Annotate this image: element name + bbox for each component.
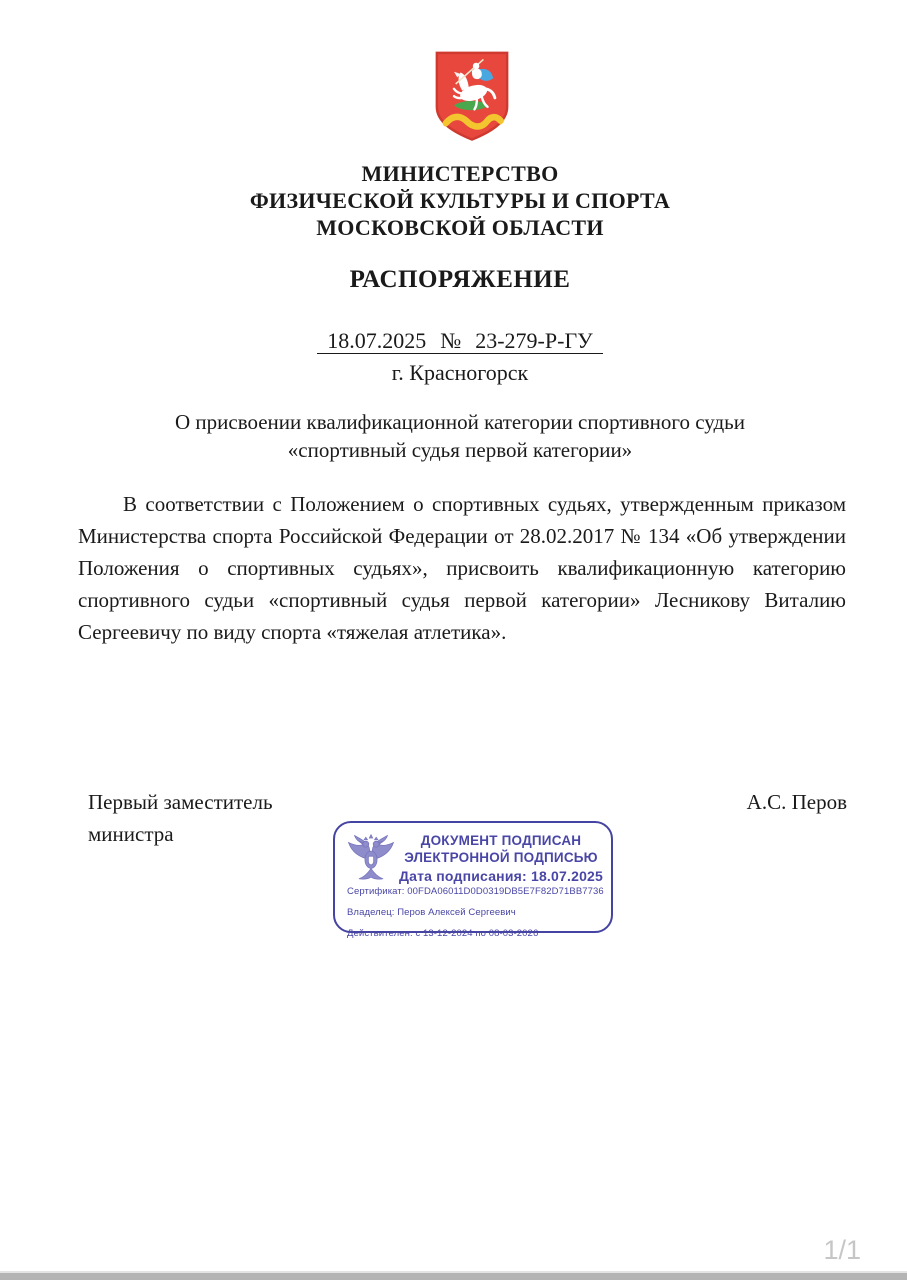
moscow-oblast-coat-of-arms-icon [428, 48, 516, 142]
stamp-title-line-1: ДОКУМЕНТ ПОДПИСАН [420, 833, 582, 848]
stamp-header [397, 832, 605, 885]
stamp-owner: Владелец: Перов Алексей Сергеевич [347, 907, 516, 918]
document-body-paragraph: В соответствии с Положением о спортивных судьях, утвержденным приказом Министерства спорта Российской Федерации от 28.02.2017 № 134 «Об утверждении Положения о спортивных судьях», присвоить квалификационную категорию спортивного судьи «спортивный судья первой категории» Лесникову Виталию Сергеевичу по виду спорта «тяжелая атлетика». [78, 492, 846, 644]
signer-position-line-2: министра [88, 822, 174, 846]
document-date: 18.07.2025 [317, 328, 436, 354]
city-line: г. Красногорск [391, 360, 529, 385]
page-bottom-edge [0, 1271, 907, 1280]
subject-line-2: «спортивный судья первой категории» [287, 438, 633, 462]
electronic-signature-stamp [333, 821, 613, 939]
stamp-validity: Действителен: с 13-12-2024 по 08-03-2026 [347, 928, 539, 939]
signer-position [88, 786, 273, 850]
stamp-title-line-2: ЭЛЕКТРОННОЙ ПОДПИСЬЮ [404, 850, 598, 865]
page-indicator: 1/1 [823, 1235, 861, 1265]
double-headed-eagle-icon [345, 832, 397, 884]
subject-line-1: О присвоении квалификационной категории спортивного судьи [175, 410, 745, 434]
stamp-signing-date: Дата подписания: 18.07.2025 [398, 868, 604, 884]
org-line-1: МИНИСТЕРСТВО [361, 161, 559, 186]
number-sign: № [436, 328, 465, 354]
date-number-line [75, 328, 845, 354]
document-subject [75, 408, 845, 464]
stamp-certificate: Сертификат: 00FDA06011D0D0319DB5E7F82D71BB7736 [347, 886, 604, 897]
document-number: 23-279-Р-ГУ [465, 328, 603, 354]
signer-position-line-1: Первый заместитель [88, 790, 273, 814]
document-type-title: РАСПОРЯЖЕНИЕ [349, 266, 571, 293]
stamp-details [347, 881, 603, 944]
signer-name: А.С. Перов [746, 790, 847, 814]
org-line-3: МОСКОВСКОЙ ОБЛАСТИ [316, 215, 604, 240]
organization-header [75, 160, 845, 241]
org-line-2: ФИЗИЧЕСКОЙ КУЛЬТУРЫ И СПОРТА [249, 188, 671, 213]
